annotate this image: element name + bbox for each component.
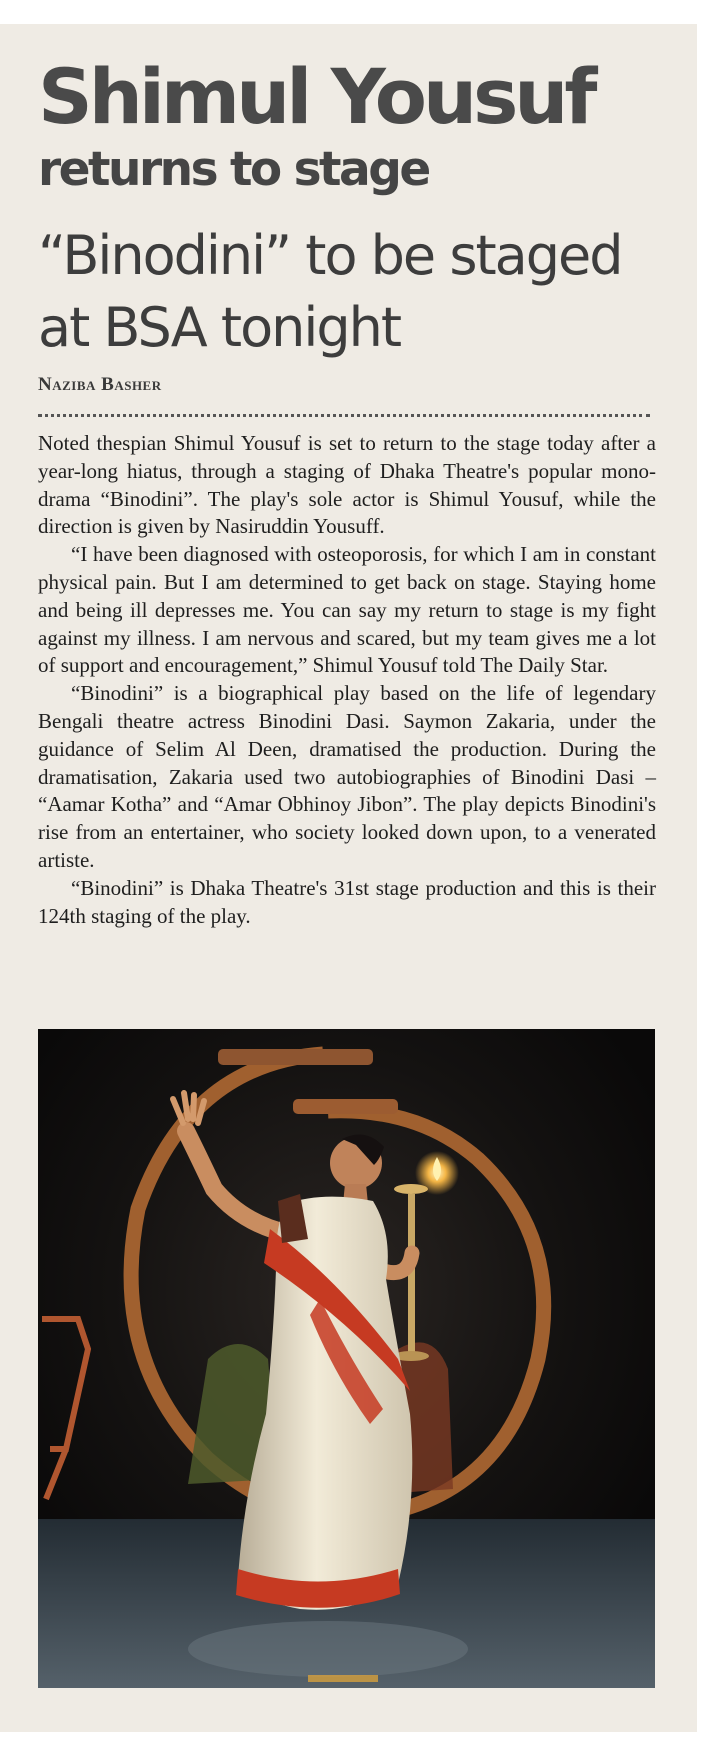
floor-light — [188, 1621, 468, 1677]
stage-photo — [38, 1029, 655, 1688]
headline: Shimul Yousuf — [38, 52, 594, 141]
paragraph-2: “I have been diagnosed with osteoporosis, for which I am in constant physical pain. But I am determined to get back on stage. Staying home and being ill depresses me. You can say my return to stage is my fight against my illness. I am nervous and scared, but my team gives me a lot of support and encouragement,” Shimul Yousuf told The Daily Star. — [38, 542, 656, 678]
floor-tape — [308, 1675, 378, 1682]
subheadline: returns to stage — [38, 142, 429, 197]
article-body — [38, 430, 656, 930]
paragraph-1: Noted thespian Shimul Yousuf is set to return to the stage today after a year-long hiatus, through a staging of Dhaka Theatre's popular mono-drama “Binodini”. The play's sole actor is Shimul Yousuf, while the direction is given by Nasiruddin Yousuff. — [38, 431, 656, 539]
ring-bar-top — [218, 1049, 373, 1065]
deck-headline: “Binodini” to be staged at BSA tonight — [38, 224, 622, 359]
ring-bar-middle — [293, 1099, 398, 1114]
byline: Naziba Basher — [38, 374, 162, 395]
paragraph-4: “Binodini” is Dhaka Theatre's 31st stage production and this is their 124th staging of the play. — [38, 875, 656, 928]
dotted-divider — [38, 414, 650, 417]
paragraph-3: “Binodini” is a biographical play based on the life of legendary Bengali theatre actress Binodini Dasi. Saymon Zakaria, under the guidance of Selim Al Deen, dramatised the production. During the dramatisation, Zakaria used two autobiographies of Binodini Dasi – “Aamar Kotha” and “Amar Obhinoy Jibon”. The play depicts Binodini's rise from an entertainer, who society looked down upon, to a venerated artiste. — [38, 681, 656, 872]
